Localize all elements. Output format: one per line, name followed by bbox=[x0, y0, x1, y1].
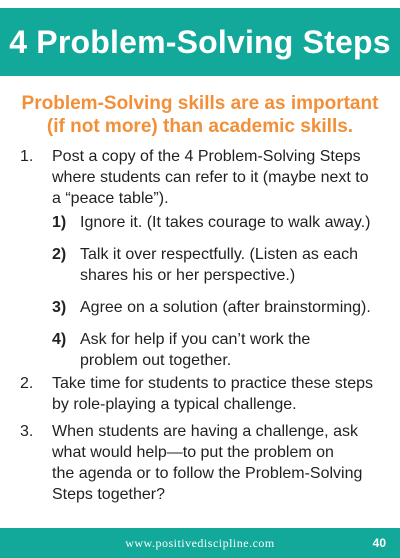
text-line: Post a copy of the 4 Problem-Solving Steps bbox=[52, 148, 361, 165]
text-line: the agenda or to follow the Problem-Solving bbox=[52, 465, 363, 482]
footer bbox=[0, 528, 400, 558]
text-line: Agree on a solution (after brainstorming). bbox=[80, 299, 371, 316]
list-item-text bbox=[52, 373, 390, 415]
text-line: Talk it over respectfully. (Listen as each bbox=[80, 246, 359, 263]
sub-item-number: 1) bbox=[52, 214, 67, 231]
subtitle bbox=[10, 92, 390, 138]
text-line: Steps together? bbox=[52, 486, 165, 503]
text-line: what would help—to put the problem on bbox=[52, 444, 334, 461]
list-item-number: 1. bbox=[20, 148, 34, 165]
list-item-text bbox=[52, 146, 390, 209]
text-line: Take time for students to practice these steps bbox=[52, 375, 374, 392]
subtitle-line-2: (if not more) than academic skills. bbox=[46, 116, 354, 137]
text-line: shares his or her perspective.) bbox=[80, 267, 296, 284]
sub-item-number: 3) bbox=[52, 299, 67, 316]
sub-item-number: 4) bbox=[52, 331, 67, 348]
text-line: by role-playing a typical challenge. bbox=[52, 396, 297, 413]
text-line: Ignore it. (It takes courage to walk away.) bbox=[80, 214, 371, 231]
subtitle-line-1: Problem-Solving skills are as important bbox=[21, 93, 379, 114]
text-line: Ask for help if you can’t work the bbox=[80, 331, 311, 348]
sub-item-text bbox=[80, 297, 395, 318]
sub-item-text bbox=[80, 244, 395, 286]
list-item-text bbox=[52, 421, 390, 505]
sub-item-text bbox=[80, 329, 395, 371]
sub-item-text bbox=[80, 212, 395, 233]
list-item-number: 3. bbox=[20, 423, 34, 440]
header bbox=[0, 0, 400, 76]
list-item-number: 2. bbox=[20, 375, 34, 392]
page-number: 40 bbox=[372, 536, 386, 550]
page-title: 4 Problem-Solving Steps bbox=[9, 24, 391, 60]
text-line: When students are having a challenge, ask bbox=[52, 423, 358, 440]
text-line: where students can refer to it (maybe next to bbox=[52, 169, 369, 186]
website-url: www.positivediscipline.com bbox=[125, 536, 275, 550]
sub-item-number: 2) bbox=[52, 246, 67, 263]
text-line: problem out together. bbox=[80, 352, 232, 369]
text-line: a “peace table”). bbox=[52, 190, 169, 207]
